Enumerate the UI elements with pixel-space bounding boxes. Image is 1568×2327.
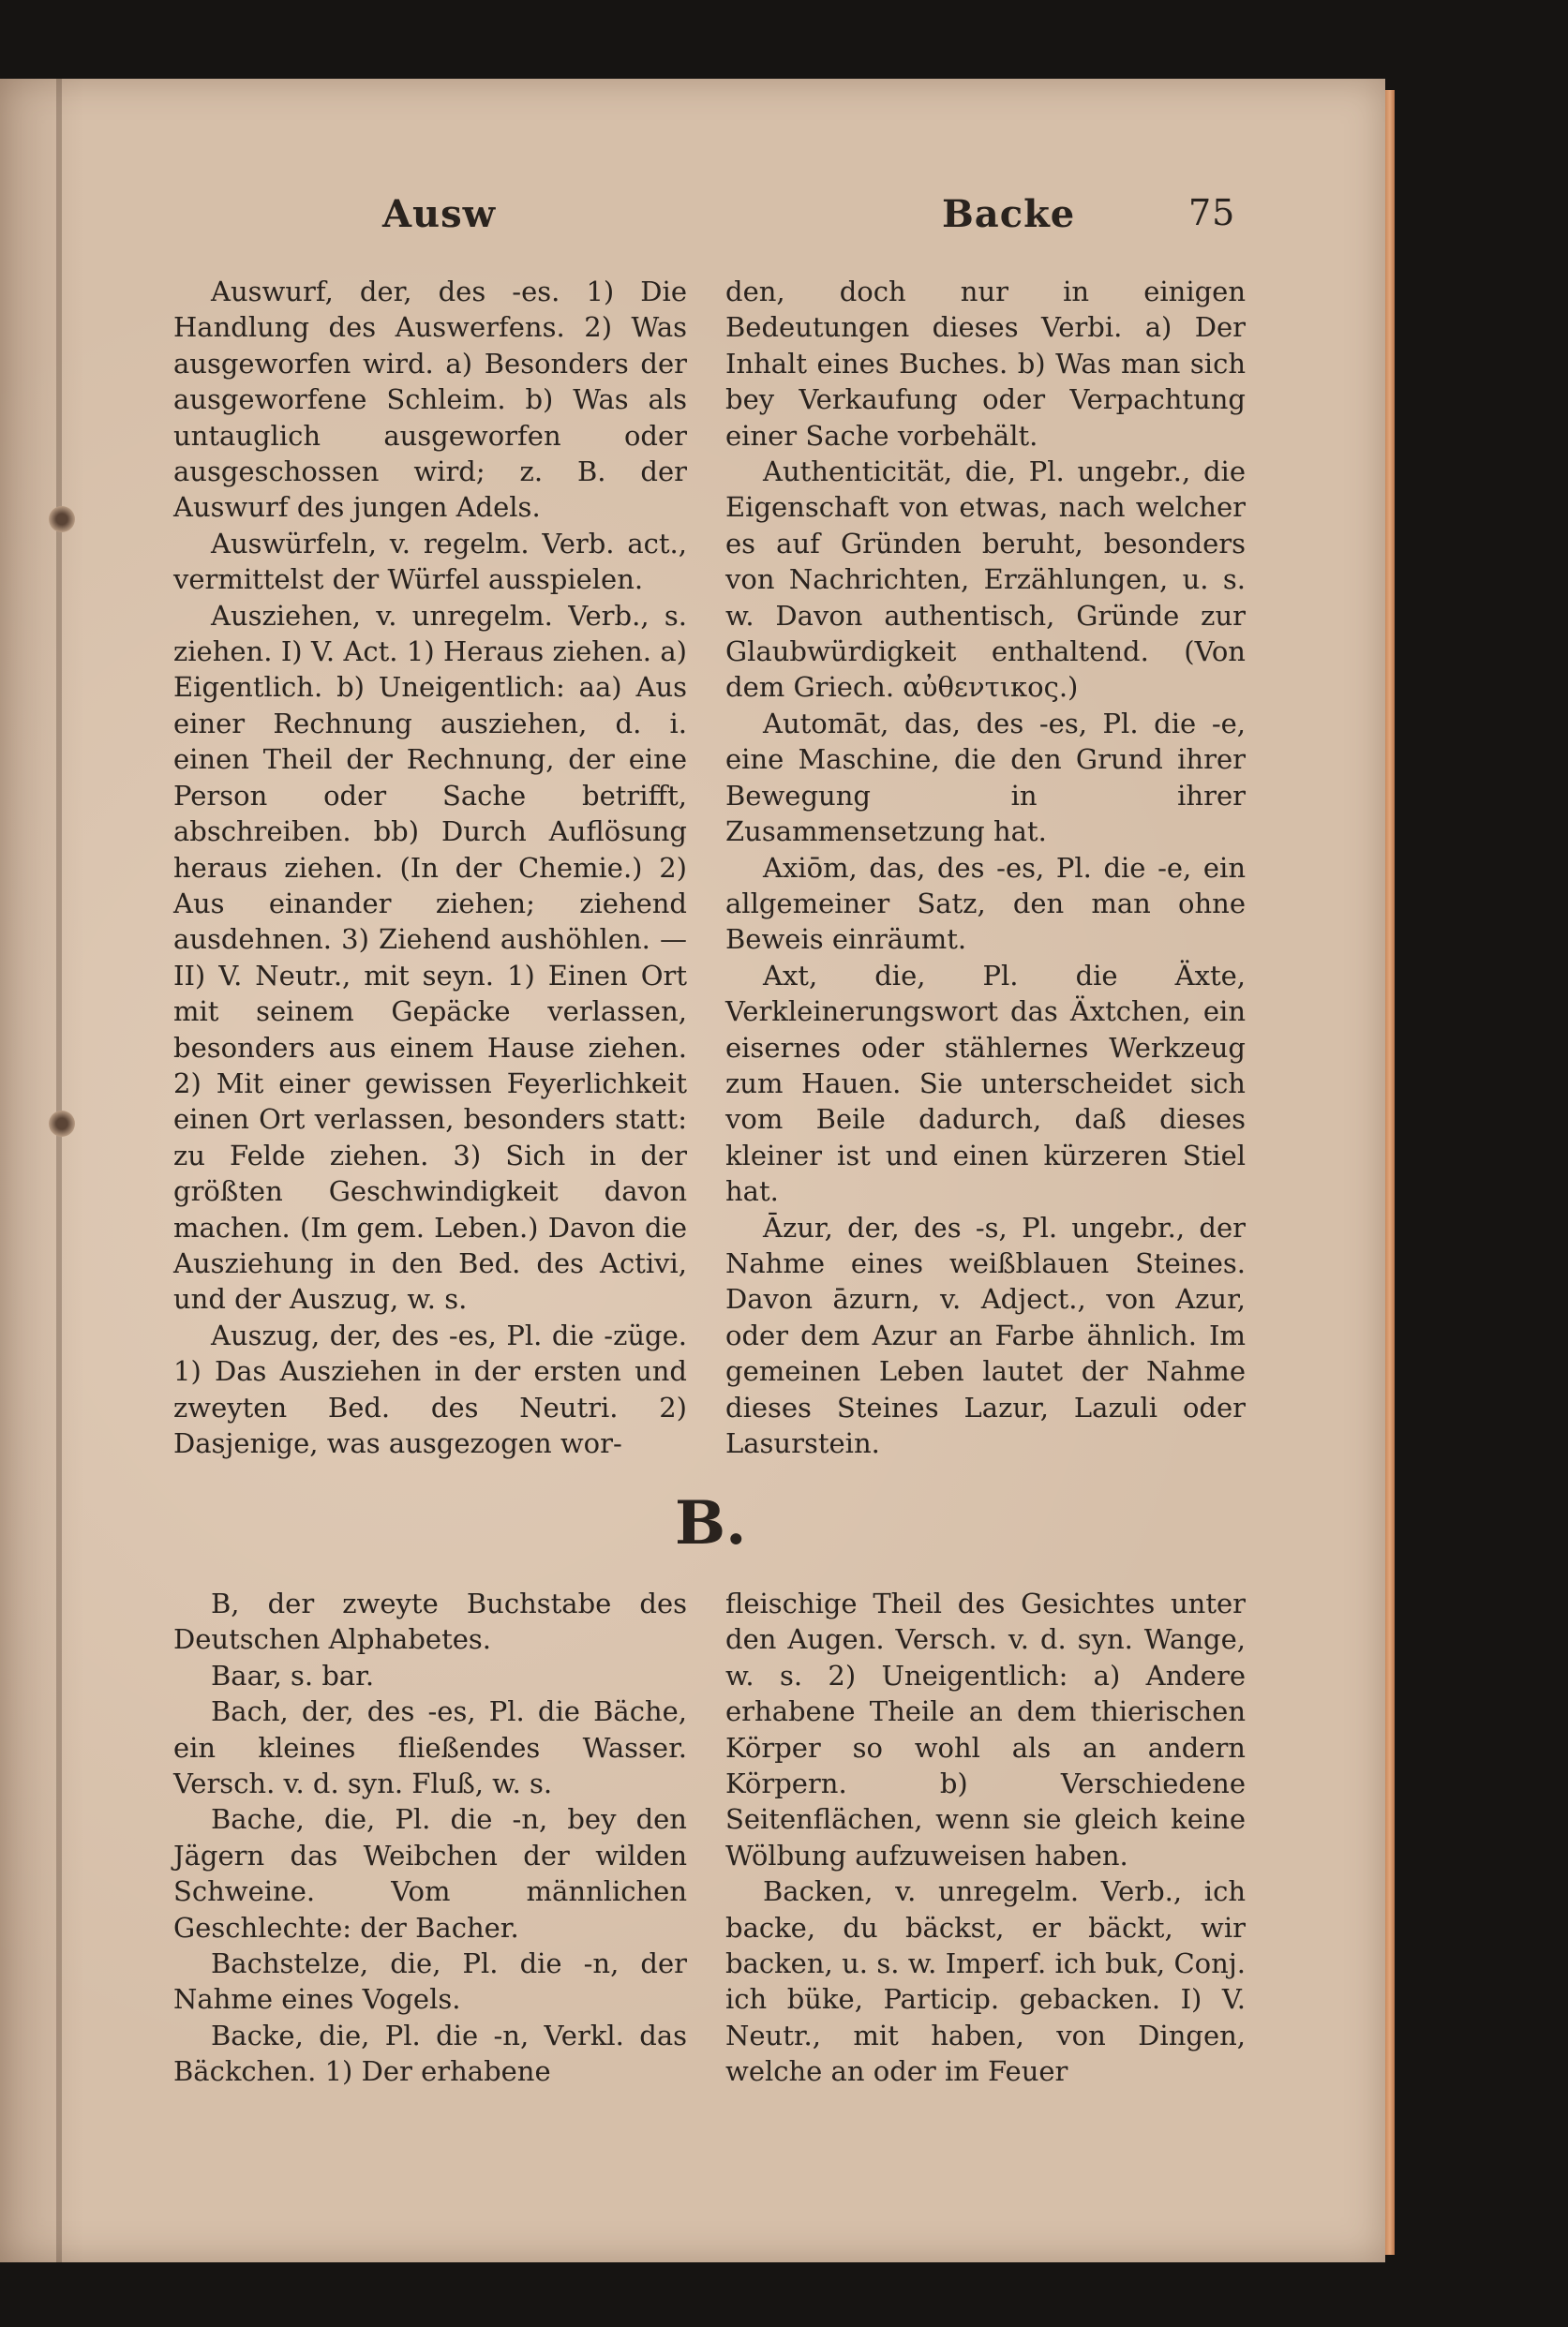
binding-stitch	[49, 506, 75, 532]
lower-right-column	[725, 1586, 1246, 2090]
entry-backe: Backe, die, Pl. die -n, Verkl. das Bäckchen. 1) Der erhabene	[173, 2019, 687, 2088]
entry-axt: Axt, die, Pl. die Äxte, Verkleinerungswort das Äxtchen, ein eisernes oder stählernes Werkzeug zum Hauen. Sie unterscheidet sich vom Beile dadurch, daß dieses kleiner ist und einen kürzeren Stiel hat.	[725, 959, 1246, 1208]
entry-bach: Bach, der, des -es, Pl. die Bäche, ein kleines fließendes Wasser. Versch. v. d. syn. Fluß, w. s.	[173, 1695, 687, 1800]
entry-bache: Bache, die, Pl. die -n, bey den Jägern das Weibchen der wilden Schweine. Vom männlichen Geschlechte: der Bacher.	[173, 1803, 687, 1944]
entry-backen: Backen, v. unregelm. Verb., ich backe, du bäckst, er bäckt, wir backen, u. s. w. Imperf. ich buk, Conj. ich büke, Particip. gebacken. I) V. Neutr., mit haben, von Dingen, welche an oder im Feuer	[725, 1875, 1246, 2088]
entry-axiom: Axiōm, das, des -es, Pl. die -e, ein allgemeiner Satz, den man ohne Beweis einräumt.	[725, 851, 1246, 956]
entry-auszug: Auszug, der, des -es, Pl. die -züge. 1) Das Ausziehen in der ersten und zweyten Bed. des Neutri. 2) Dasjenige, was ausgezogen wor-	[173, 1319, 687, 1459]
binding-gutter	[56, 79, 62, 2262]
entry-auswuerfeln: Auswürfeln, v. regelm. Verb. act., vermittelst der Würfel ausspielen.	[173, 527, 687, 596]
lower-left-column	[173, 1586, 687, 2090]
page-edge	[1385, 90, 1395, 2255]
entry-bachstelze: Bachstelze, die, Pl. die -n, der Nahme eines Vogels.	[173, 1947, 687, 2016]
upper-right-column	[725, 274, 1246, 1461]
entry-auszug-continued: den, doch nur in einigen Bedeutungen dieses Verbi. a) Der Inhalt eines Buches. b) Was man sich bey Verkaufung oder Verpachtung einer Sache vorbehält.	[725, 276, 1246, 452]
section-letter-b: B.	[675, 1488, 747, 1559]
entry-b: B, der zweyte Buchstabe des Deutschen Alphabetes.	[173, 1588, 687, 1656]
entry-ausziehen: Ausziehen, v. unregelm. Verb., s. ziehen. I) V. Act. 1) Heraus ziehen. a) Eigentlich. b) Uneigentlich: aa) Aus einer Rechnung ausziehen, d. i. einen Theil der Rechnung, der eine Person oder Sache betrifft, abschreiben. bb) Durch Auflösung heraus ziehen. (In der Chemie.) 2) Aus einander ziehen; ziehend ausdehnen. 3) Ziehend aushöhlen. — II) V. Neutr., mit seyn. 1) Einen Ort mit seinem Gepäcke verlassen, besonders aus einem Hause ziehen. 2) Mit einer gewissen Feyerlichkeit einen Ort verlassen, besonders statt: zu Felde ziehen. 3) Sich in der größten Geschwindigkeit davon machen. (Im gem. Leben.) Davon die Ausziehung in den Bed. des Activi, und der Auszug, w. s.	[173, 599, 687, 1316]
entry-auswurf: Auswurf, der, des -es. 1) Die Handlung des Auswerfens. 2) Was ausgeworfen wird. a) Besonders der ausgeworfene Schleim. b) Was als untauglich ausgeworfen oder ausgeschossen wird; z. B. der Auswurf des jungen Adels.	[173, 276, 687, 524]
upper-left-column	[173, 274, 687, 1461]
binding-stitch	[49, 1111, 75, 1137]
entry-automat: Automāt, das, des -es, Pl. die -e, eine Maschine, die den Grund ihrer Bewegung in ihrer Zusammensetzung hat.	[725, 707, 1246, 848]
entry-backe-continued: fleischige Theil des Gesichtes unter den Augen. Versch. v. d. syn. Wange, w. s. 2) Uneigentlich: a) Andere erhabene Theile an dem thierischen Körper so wohl als an andern Körpern. b) Verschiedene Seitenflächen, wenn sie gleich keine Wölbung aufzuweisen haben.	[725, 1588, 1246, 1872]
running-head-left: Ausw	[382, 192, 497, 236]
page-number: 75	[1188, 192, 1236, 233]
running-head-center: Backe	[942, 192, 1076, 236]
entry-azur: Āzur, der, des -s, Pl. ungebr., der Nahme eines weißblauen Steines. Davon āzurn, v. Adject., von Azur, oder dem Azur an Farbe ähnlich. Im gemeinen Leben lautet der Nahme dieses Steines Lazur, Lazuli oder Lasurstein.	[725, 1211, 1246, 1459]
entry-authenticitaet: Authenticität, die, Pl. ungebr., die Eigenschaft von etwas, nach welcher es auf Gründen beruht, besonders von Nachrichten, Erzählungen, u. s. w. Davon authentisch, Gründe zur Glaubwürdigkeit enthaltend. (Von dem Griech. αὐθεντικος.)	[725, 455, 1246, 704]
entry-baar: Baar, s. bar.	[211, 1659, 375, 1692]
